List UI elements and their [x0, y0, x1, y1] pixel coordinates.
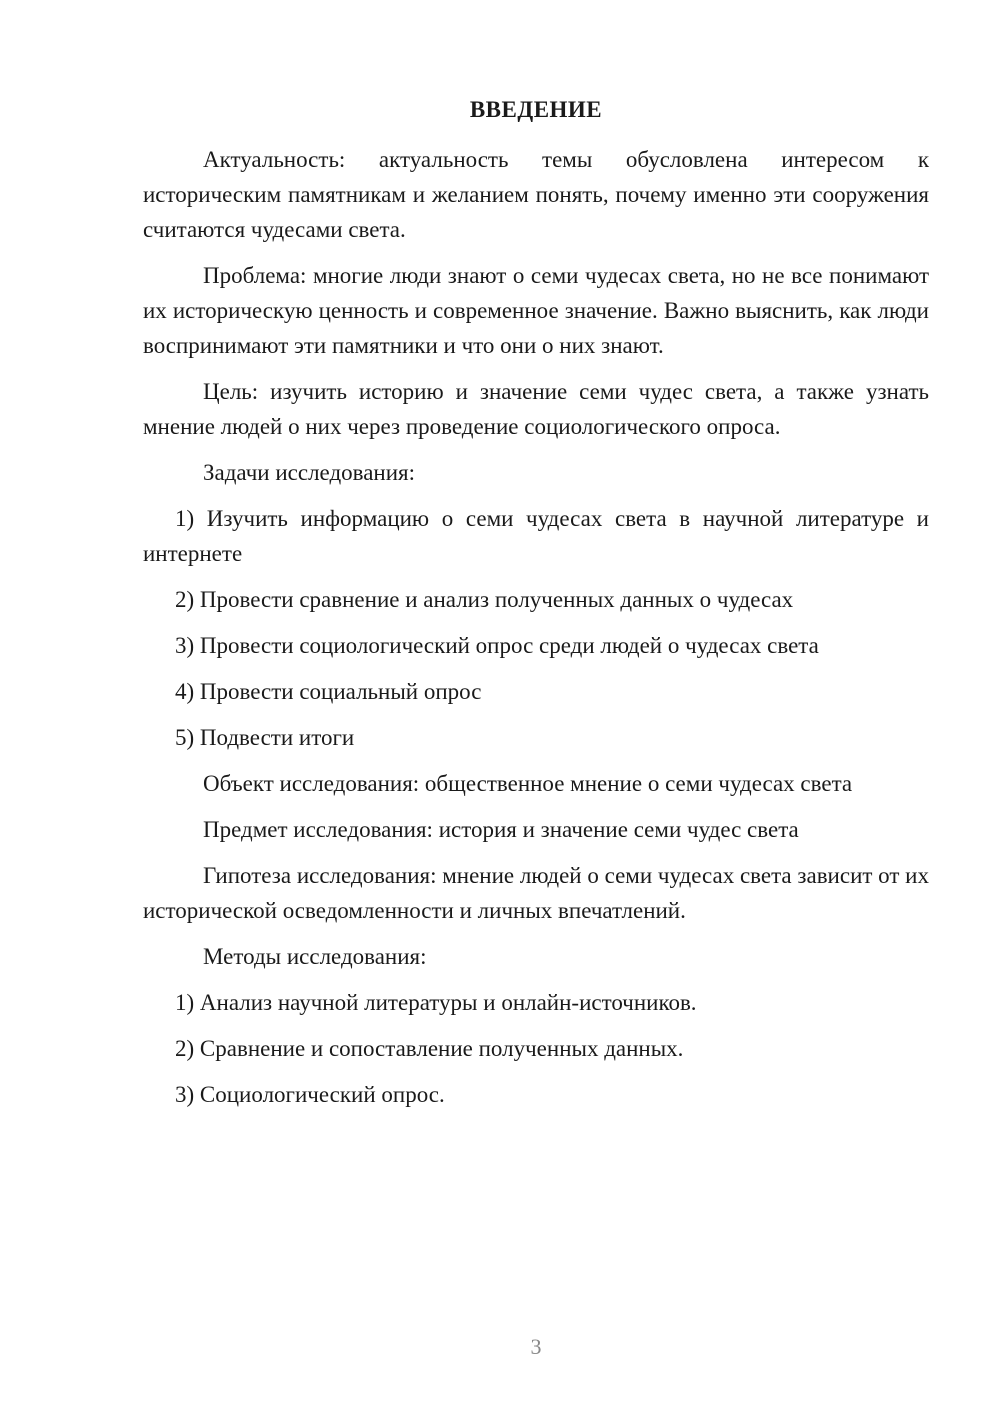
tasks-title: Задачи исследования: [203, 460, 416, 485]
subject-paragraph: Предмет исследования: история и значение семи чудес света [203, 817, 799, 842]
method-item: 2) Сравнение и сопоставление полученных данных. [175, 1036, 684, 1061]
relevance-paragraph: Актуальность: актуальность темы обусловлена интересом к историческим памятникам и желанием понять, почему именно эти сооружения считаются чудесами света. [143, 147, 929, 242]
body-text [143, 142, 929, 1123]
problem-paragraph: Проблема: многие люди знают о семи чудесах света, но не все понимают их историческую ценность и современное значение. Важно выяснить, как люди воспринимают эти памятники и что они о них знают. [143, 263, 929, 358]
method-item: 1) Анализ научной литературы и онлайн-источников. [175, 990, 697, 1015]
object-paragraph: Объект исследования: общественное мнение о семи чудесах света [203, 771, 853, 796]
hypothesis-paragraph: Гипотеза исследования: мнение людей о семи чудесах света зависит от их исторической осведомленности и личных впечатлений. [143, 863, 929, 923]
task-item: 5) Подвести итоги [175, 725, 355, 750]
section-heading: ВВЕДЕНИЕ [469, 97, 603, 122]
task-item: 3) Провести социологический опрос среди людей о чудесах света [175, 633, 819, 658]
methods-title: Методы исследования: [203, 944, 427, 969]
task-item: 2) Провести сравнение и анализ полученных данных о чудесах [175, 587, 794, 612]
page-number: 3 [530, 1334, 542, 1359]
task-item: 4) Провести социальный опрос [175, 679, 482, 704]
goal-paragraph: Цель: изучить историю и значение семи чудес света, а также узнать мнение людей о них через проведение социологического опроса. [143, 379, 929, 439]
task-item: 1) Изучить информацию о семи чудесах света в научной литературе и интернете [143, 506, 929, 566]
method-item: 3) Социологический опрос. [175, 1082, 445, 1107]
